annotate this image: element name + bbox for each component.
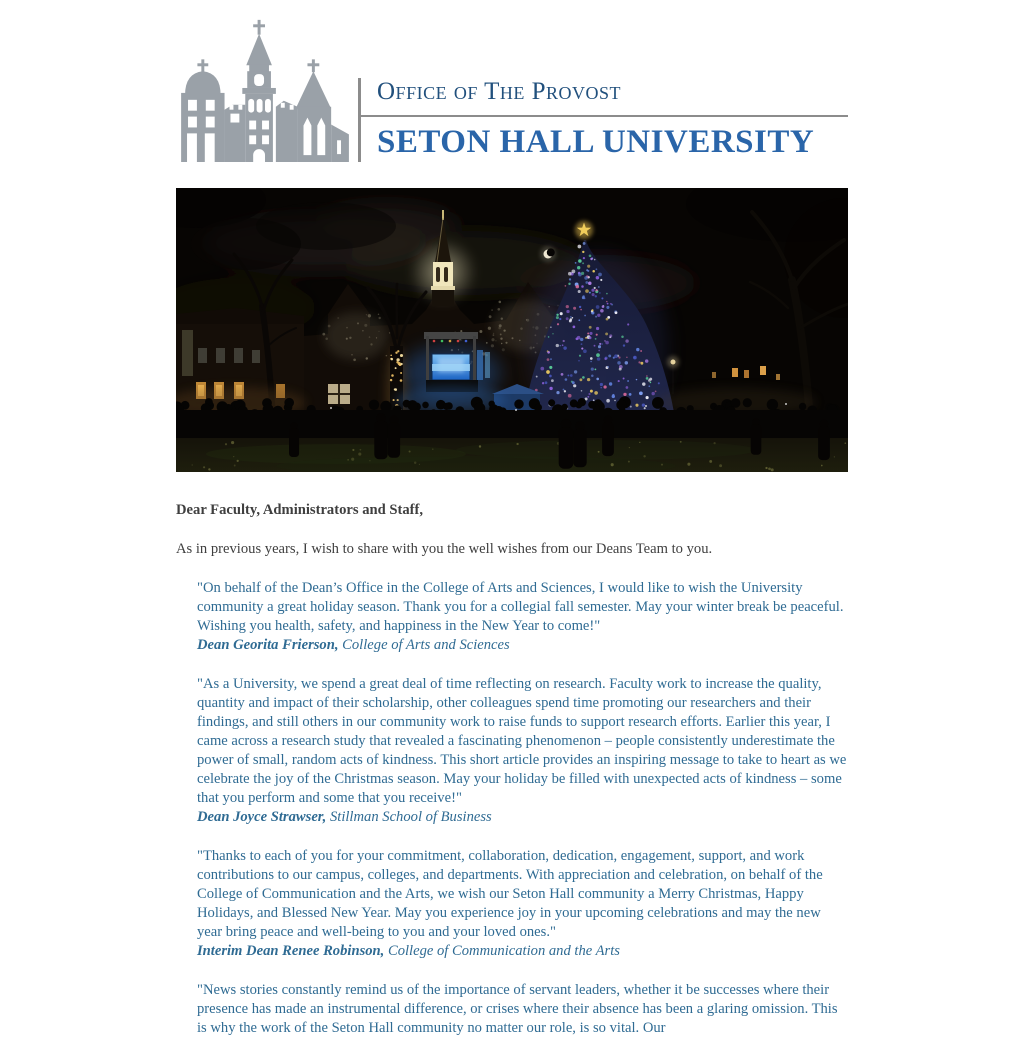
dean-school: Stillman School of Business: [326, 809, 492, 825]
dean-quote-servant-leaders: [197, 981, 848, 1038]
letterhead-divider: [361, 115, 848, 117]
quote-signature: [197, 942, 848, 961]
letter-body: [176, 501, 848, 1038]
dean-quote-business: [197, 675, 848, 827]
quote-text: "Thanks to each of you for your commitment, collaboration, dedication, engagement, support, and work contributions to our campus, colleges, and departments. With appreciation and celebration, on behalf of the College of Communication and the Arts, we wish our Seton Hall community a Merry Christmas, Happy Holidays, and Blessed New Year. May you experience joy in your upcoming celebrations and may the new year bring peace and well-being to you and your loved ones.": [197, 848, 823, 940]
intro-paragraph: As in previous years, I wish to share with you the well wishes from our Deans Team to you.: [176, 541, 713, 557]
quote-signature: [197, 636, 848, 655]
quote-text: "As a University, we spend a great deal of time reflecting on research. Faculty work to increase the quality, quantity and impact of their scholarship, other colleagues spend time promoting our researchers and their findings, and still others in our community work to raise funds to support research efforts. Earlier this year, I came across a research study that revealed a fascinating phenomenon – people consistently underestimate the power of small, random acts of kindness. This short article provides an inspiring message to take to heart as we celebrate the joy of the Christmas season. May your holiday be filled with unexpected acts of kindness – some that you perform and some that you receive!": [197, 676, 847, 806]
dean-quote-arts-sciences: [197, 579, 848, 655]
dean-school: College of Arts and Sciences: [338, 637, 510, 653]
university-name: SETON HALL UNIVERSITY: [377, 124, 815, 160]
email-page: [176, 0, 848, 1038]
seton-hall-campus-logo: [176, 10, 356, 162]
dean-name: Dean Georita Frierson,: [197, 637, 339, 653]
tree-lighting-photo-canvas: [176, 188, 848, 472]
dean-name: Interim Dean Renee Robinson,: [197, 943, 385, 959]
quote-text: "News stories constantly remind us of the importance of servant leaders, whether it be successes where their presence has made an instrumental difference, or crises where their absence has been a glaring omission. This is why the work of the Seton Hall community no matter our role, is so vital. Our: [197, 982, 838, 1036]
quote-text: "On behalf of the Dean’s Office in the College of Arts and Sciences, I would like to wish the University community a great holiday season. Thank you for a collegial fall semester. May your winter break be peaceful. Wishing you health, safety, and happiness in the New Year to come!": [197, 580, 844, 634]
letterhead: [176, 10, 848, 162]
quote-signature: [197, 808, 848, 827]
tree-lighting-photo: [176, 188, 848, 472]
dean-school: College of Communication and the Arts: [384, 943, 620, 959]
dean-name: Dean Joyce Strawser,: [197, 809, 327, 825]
dean-quote-communication: [197, 847, 848, 961]
salutation: Dear Faculty, Administrators and Staff,: [176, 502, 424, 518]
office-of-provost-title: Office of The Provost: [377, 78, 622, 105]
letterhead-text: [358, 78, 848, 162]
